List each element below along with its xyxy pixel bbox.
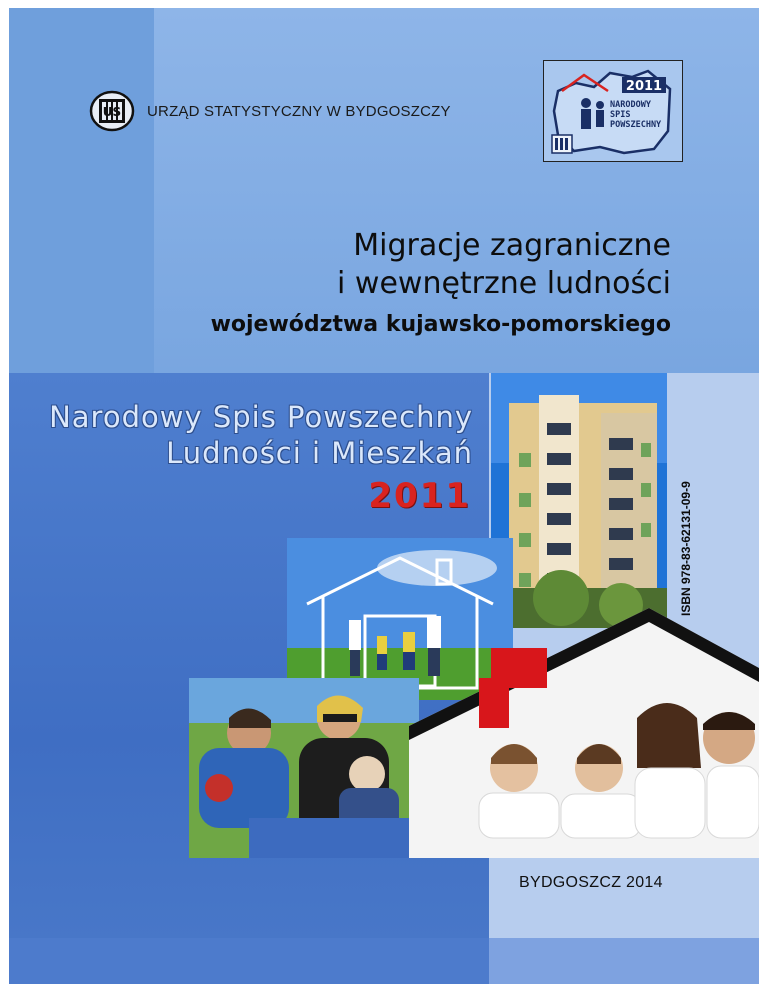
us-logo-icon [89,90,135,132]
series-line-2: Ludności i Mieszkań [166,436,473,470]
building-photo [491,373,667,628]
isbn-number: ISBN 978-83-62131-09-9 [679,481,693,616]
series-line-1: Narodowy Spis Powszechny [49,400,473,434]
book-cover [9,8,759,984]
census-logo-line1: NARODOWY [610,100,651,110]
children-roof-photo [409,608,759,858]
title-line-3: województwa kujawsko-pomorskiego [210,312,671,337]
census-logo-line3: POWSZECHNY [610,120,662,130]
bottom-right-strip [489,938,759,984]
us-logo-text: US [102,105,122,119]
census-logo-icon [543,60,683,162]
series-year: 2011 [368,476,471,516]
isbn-text-block [664,458,704,618]
title-line-1: Migracje zagraniczne [353,228,671,263]
census-logo-year: 2011 [625,79,663,94]
census-logo-line2: SPIS [610,110,631,120]
family-grass-photo [189,678,419,858]
top-left-strip [9,8,154,373]
publication-place-year: BYDGOSZCZ 2014 [519,874,663,891]
institution-name: URZĄD STATYSTYCZNY W BYDGOSZCZY [147,103,451,120]
title-line-2: i wewnętrzne ludności [337,266,671,301]
